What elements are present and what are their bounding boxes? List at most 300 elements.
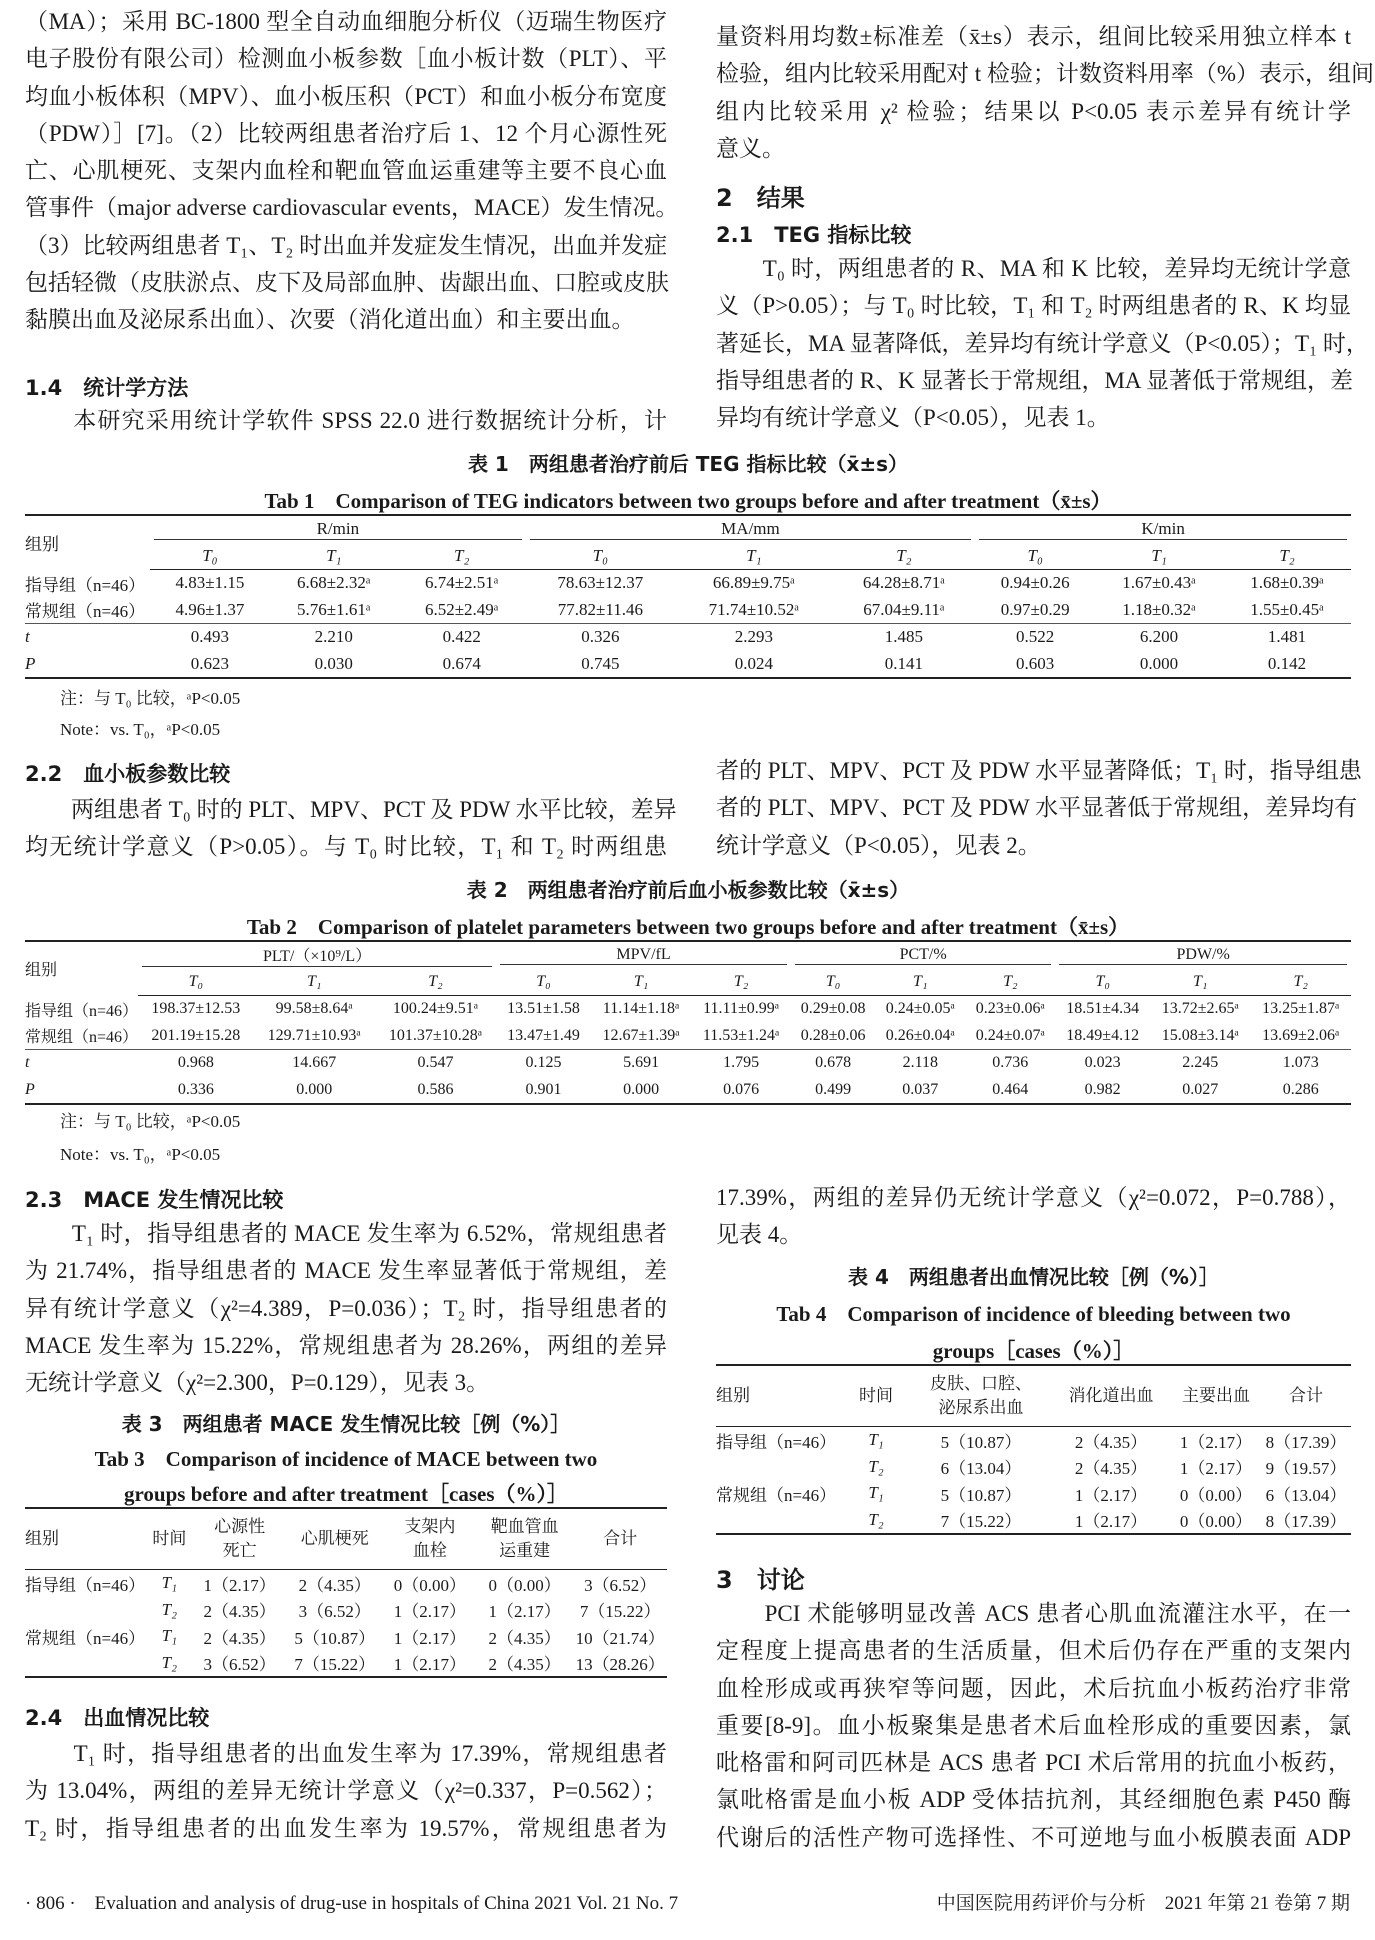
table-cell: 0.000 (1095, 651, 1223, 679)
table-cell: 15.08±3.14ᵃ (1161, 1026, 1239, 1044)
text-line: （3）比较两组患者 T₁、T₂ 时出血并发症发生情况，出血并发症 (25, 232, 668, 258)
table-cell: 0.28±0.06 (800, 1026, 866, 1044)
table-cell: 0.586 (375, 1077, 496, 1105)
table-1-caption-en: Tab 1 Comparison of TEG indicators between two groups before and after treatment（x̄±s） (264, 489, 1112, 513)
paragraph-platelet-cont (716, 752, 1362, 864)
table-cell: 5（10.87） (940, 1485, 1022, 1505)
table-2-caption-en: Tab 2 Comparison of platelet parameters between two groups before and after treatment（x̄±s） (246, 915, 1130, 939)
paragraph-bleeding (25, 1735, 667, 1847)
header-text: 心肌梗死 (300, 1529, 369, 1548)
table-3-caption-cn: 表 3 两组患者 MACE 发生情况比较［例（%）］ (121, 1412, 571, 1436)
row-label: t (25, 1050, 138, 1077)
row-group (25, 1597, 145, 1624)
table-cell: 7（15.22） (286, 1650, 384, 1678)
table-cell: 0.29±0.08 (800, 1000, 866, 1018)
paragraph-platelet (25, 791, 677, 866)
table-cell: 9（19.57） (1265, 1459, 1347, 1479)
table-cell: 12.67±1.39ᵃ (602, 1026, 680, 1044)
table-cell: 2.293 (675, 624, 833, 651)
column-header-time: T₂ (375, 969, 496, 996)
column-group-header (791, 941, 1055, 969)
table-cell: 3（6.52） (584, 1575, 657, 1595)
heading-2-1: 2.1 TEG 指标比较 (716, 223, 912, 247)
table-cell: 0.23±0.06ᵃ (975, 1000, 1045, 1018)
column-group-header (496, 941, 791, 969)
table-cell: 13（28.26） (573, 1650, 667, 1678)
table-cell: 1.485 (833, 624, 976, 651)
table-cell: 0.745 (526, 651, 675, 679)
column-header-time: T₁ (254, 969, 375, 996)
table-4-caption-en-2: groups［cases（%）］ (932, 1339, 1135, 1363)
table-cell: 8（17.39） (1265, 1432, 1347, 1452)
table-cell: 4.83±1.15 (175, 573, 245, 593)
column-header-time: T₀ (526, 543, 675, 570)
table-row (25, 1023, 1351, 1050)
row-label: 指导组（n=46） (25, 1002, 139, 1020)
table-cell: 0.968 (138, 1050, 254, 1077)
text-line: 为 21.74%，指导组患者的 MACE 发生率显著低于常规组，差 (25, 1258, 667, 1284)
table-cell: 1.481 (1223, 624, 1351, 651)
column-header (1171, 1365, 1261, 1427)
header-text: 支架内 (404, 1517, 456, 1536)
table-cell: 0.522 (975, 624, 1095, 651)
table-cell: 0.493 (150, 624, 270, 651)
table-4-caption-en-1: Tab 4 Comparison of incidence of bleeding between two (776, 1302, 1291, 1326)
table-cell: 13.69±2.06ᵃ (1262, 1026, 1340, 1044)
row-label: 指导组（n=46） (25, 575, 146, 595)
table-cell: 0.024 (675, 651, 833, 679)
table-cell: 2.245 (1150, 1050, 1250, 1077)
text-line: 定程度上提高患者的生活质量，但术后仍存在严重的支架内 (716, 1638, 1351, 1664)
table-row (25, 1650, 667, 1678)
row-time: T₁ (868, 1430, 884, 1450)
column-header-time: T₂ (1250, 969, 1351, 996)
column-header-group: 组别 (25, 941, 138, 996)
header-text: 组别 (716, 1386, 750, 1405)
paragraph-statistics-cont (716, 18, 1375, 167)
table-cell: 0.736 (965, 1050, 1055, 1077)
table-row (25, 651, 1351, 679)
row-time: T₁ (161, 1626, 178, 1646)
table-cell: 0.94±0.26 (1000, 573, 1070, 593)
row-time: T₂ (841, 1507, 911, 1535)
table-cell: 0.603 (975, 651, 1095, 679)
table-cell: 0（0.00） (488, 1575, 561, 1595)
table-cell: 6.68±2.32ᵃ (297, 573, 371, 593)
column-header-group: 组别 (25, 515, 150, 570)
table-cell: 129.71±10.93ᵃ (267, 1026, 361, 1044)
table-cell: 0.623 (150, 651, 270, 679)
text-line: 量资料用均数±标准差（x̄±s）表示，组间比较采用独立样本 t (716, 24, 1351, 49)
table-2 (25, 940, 1351, 1105)
header-text: 血栓 (412, 1541, 447, 1560)
text-line: 管事件（major adverse cardiovascular events，MACE）发生情况。 (25, 195, 679, 221)
table-cell: 0.547 (375, 1050, 496, 1077)
row-time: T₂ (868, 1456, 884, 1476)
table-cell: 6（13.04） (940, 1459, 1022, 1479)
text-line: 检验，组内比较采用配对 t 检验；计数资料用率（%）表示，组间 (716, 61, 1375, 87)
table-cell: 10（21.74） (575, 1628, 665, 1648)
text-line: 指导组患者的 R、K 显著长于常规组，MA 显著低于常规组，差 (716, 367, 1353, 393)
text-line: 异均有统计学意义（P<0.05），见表 1。 (716, 405, 1110, 431)
text-line: 亡、心肌梗死、支架内血栓和靶血管血运重建等主要不良心血 (25, 158, 667, 184)
table-cell: 13.25±1.87ᵃ (1262, 1000, 1340, 1018)
column-header-time: T₁ (1150, 969, 1250, 996)
column-header-time: T₁ (1095, 543, 1223, 570)
table-cell: 2.118 (875, 1050, 965, 1077)
column-header-time: T₂ (398, 543, 526, 570)
table-cell: 99.58±8.64ᵃ (275, 1000, 353, 1018)
text-line: PCI 术能够明显改善 ACS 患者心肌血流灌注水平，在一 (716, 1601, 1351, 1626)
table-row (25, 1077, 1351, 1105)
heading-2: 2 结果 (716, 184, 805, 212)
table-row (716, 1507, 1351, 1535)
table-cell: 8（17.39） (1261, 1507, 1351, 1535)
group-label: PLT/（×10⁹/L） (142, 943, 492, 967)
table-row (25, 1597, 667, 1624)
paragraph-bleeding-cont (716, 1179, 1351, 1254)
header-text: 合计 (1289, 1386, 1323, 1405)
heading-2-3: 2.3 MACE 发生情况比较 (25, 1188, 284, 1212)
table-cell: 0.336 (138, 1077, 254, 1105)
text-line: 者的 PLT、MPV、PCT 及 PDW 水平显著降低；T₁ 时，指导组患 (716, 758, 1362, 783)
table-cell: 0.901 (496, 1077, 591, 1105)
row-group: 指导组（n=46） (25, 1575, 146, 1595)
table-cell: 1.18±0.32ᵃ (1122, 599, 1196, 619)
text-line: （MA）；采用 BC-1800 型全自动血细胞分析仪（迈瑞生物医疗 (25, 9, 667, 34)
table-cell: 13.51±1.58 (507, 1000, 580, 1018)
column-header (1051, 1365, 1171, 1427)
group-label: R/min (154, 519, 522, 540)
column-header (841, 1365, 911, 1427)
text-line: 无统计学意义（χ²=2.300，P=0.129），见表 3。 (25, 1370, 490, 1396)
column-header (573, 1508, 667, 1570)
row-group (716, 1454, 841, 1481)
table-cell: 0.26±0.04ᵃ (885, 1026, 955, 1044)
text-line: 意义。 (716, 135, 785, 161)
text-line: T₁ 时，指导组患者的出血发生率为 17.39%，常规组患者 (25, 1741, 667, 1766)
table-cell: 77.82±11.46 (557, 599, 643, 619)
table-cell: 0.037 (875, 1077, 965, 1105)
text-line: T₁ 时，指导组患者的 MACE 发生率为 6.52%，常规组患者 (25, 1221, 667, 1246)
text-line: 包括轻微（皮肤淤点、皮下及局部血肿、齿龈出血、口腔或皮肤 (25, 270, 669, 296)
column-header (25, 1508, 145, 1570)
text-line: T₀ 时，两组患者的 R、MA 和 K 比较，差异均无统计学意 (716, 256, 1351, 281)
table-cell: 1（2.17） (393, 1628, 467, 1648)
table-row (25, 1623, 667, 1650)
header-text: 组别 (25, 1529, 59, 1548)
table-cell: 11.11±0.99ᵃ (703, 1000, 780, 1018)
table-cell: 6.52±2.49ᵃ (424, 599, 499, 619)
text-line: 本研究采用统计学软件 SPSS 22.0 进行数据统计分析，计 (25, 408, 667, 433)
column-header-time: T₂ (1223, 543, 1351, 570)
table-cell: 1.073 (1250, 1050, 1351, 1077)
row-label: t (25, 624, 150, 651)
row-time: T₂ (145, 1650, 194, 1678)
text-line: 氯吡格雷是血小板 ADP 受体拮抗剂，其经细胞色素 P450 酶 (716, 1787, 1351, 1813)
table-cell: 2（4.35） (203, 1602, 276, 1622)
table-2-caption-cn: 表 2 两组患者治疗前后血小板参数比较（x̄±s） (466, 878, 910, 902)
column-header-time: T₀ (138, 969, 254, 996)
column-header-time: T₀ (791, 969, 875, 996)
table-cell: 0.982 (1055, 1077, 1150, 1105)
table-cell: 64.28±8.71ᵃ (862, 573, 945, 593)
heading-3: 3 讨论 (716, 1566, 805, 1594)
column-header-time: T₁ (675, 543, 833, 570)
table-cell: 2.210 (270, 624, 398, 651)
paragraph-discussion (716, 1595, 1351, 1856)
table-1-caption-cn: 表 1 两组患者治疗前后 TEG 指标比较（x̄±s） (467, 452, 909, 476)
column-header (1261, 1365, 1351, 1427)
column-header (716, 1365, 841, 1427)
table-cell: 101.37±10.28ᵃ (388, 1026, 483, 1044)
table-cell: 1（2.17） (1179, 1432, 1253, 1452)
table-row (25, 969, 1351, 996)
footer-journal-cn: 中国医院用药评价与分析 2021 年第 21 卷第 7 期 (936, 1893, 1350, 1914)
column-group-header (526, 515, 976, 543)
table-cell: 0.678 (791, 1050, 875, 1077)
table-cell: 201.19±15.28 (151, 1026, 241, 1044)
text-line: 均血小板体积（MPV）、血小板压积（PCT）和血小板分布宽度 (25, 83, 667, 109)
row-group: 常规组（n=46） (25, 1628, 146, 1648)
header-text: 皮肤、口腔、 (930, 1374, 1032, 1393)
column-header-time: T₁ (270, 543, 398, 570)
table-cell: 1.795 (691, 1050, 791, 1077)
table-cell: 6.200 (1095, 624, 1223, 651)
table-cell: 1.67±0.43ᵃ (1122, 573, 1196, 593)
column-header (911, 1365, 1051, 1427)
text-line: （PDW）］[7]。（2）比较两组患者治疗后 1、12 个月心源性死 (25, 120, 667, 146)
table-cell: 3（6.52） (298, 1602, 371, 1622)
table-3 (25, 1507, 667, 1678)
text-line: 见表 4。 (716, 1222, 803, 1248)
table-cell: 3（6.52） (194, 1650, 286, 1678)
table-2-note-en: Note：vs. T₀，ᵃP<0.05 (60, 1145, 221, 1164)
header-text: 合计 (603, 1529, 638, 1548)
table-cell: 0.499 (791, 1077, 875, 1105)
text-line: 义（P>0.05）；与 T₀ 时比较，T₁ 和 T₂ 时两组患者的 R、K 均显 (716, 293, 1351, 319)
table-4 (716, 1364, 1351, 1535)
column-group-header (1055, 941, 1351, 969)
table-cell: 11.53±1.24ᵃ (702, 1026, 780, 1044)
table-row (25, 1570, 667, 1597)
text-line: 者的 PLT、MPV、PCT 及 PDW 水平显著低于常规组，差异均有 (716, 795, 1358, 821)
table-1-note-en: Note：vs. T₀，ᵃP<0.05 (60, 720, 221, 739)
table-cell: 1（2.17） (1051, 1507, 1171, 1535)
column-group-header (150, 515, 526, 543)
text-line: MACE 发生率为 15.22%，常规组患者为 28.26%，两组的差异 (25, 1332, 667, 1358)
table-cell: 1.68±0.39ᵃ (1250, 573, 1324, 593)
row-label: 常规组（n=46） (25, 1029, 139, 1047)
column-header-time: T₂ (965, 969, 1055, 996)
column-group-header (138, 941, 496, 969)
table-4-caption-cn: 表 4 两组患者出血情况比较［例（%）］ (848, 1265, 1219, 1289)
table-cell: 0.000 (591, 1077, 691, 1105)
table-row (25, 1508, 667, 1570)
table-row (716, 1454, 1351, 1481)
row-label: P (25, 1077, 138, 1105)
column-header (194, 1508, 286, 1570)
table-cell: 0.97±0.29 (1000, 599, 1070, 619)
text-line: 为 13.04%，两组的差异无统计学意义（χ²=0.337，P=0.562）； (25, 1778, 667, 1804)
table-cell: 0.286 (1250, 1077, 1351, 1105)
group-label: PDW/% (1059, 946, 1347, 965)
text-line: 代谢后的活性产物可选择性、不可逆地与血小板膜表面 ADP (716, 1824, 1351, 1850)
column-header (476, 1508, 573, 1570)
row-group: 常规组（n=46） (716, 1485, 837, 1505)
table-cell: 1.55±0.45ᵃ (1250, 599, 1324, 619)
header-text: 运重建 (499, 1541, 551, 1560)
table-cell: 6（13.04） (1265, 1485, 1347, 1505)
table-cell: 0.24±0.07ᵃ (975, 1026, 1045, 1044)
header-text: 时间 (859, 1386, 893, 1405)
column-header-time: T₂ (833, 543, 976, 570)
header-text: 靶血管血 (490, 1517, 559, 1536)
table-cell: 5.76±1.61ᵃ (297, 599, 371, 619)
table-cell: 0.027 (1150, 1077, 1250, 1105)
row-time: T₂ (161, 1599, 178, 1619)
column-header-time: T₁ (591, 969, 691, 996)
table-cell: 0（0.00） (1171, 1507, 1261, 1535)
table-cell: 0.141 (833, 651, 976, 679)
text-line: 均无统计学意义（P>0.05）。与 T₀ 时比较，T₁ 和 T₂ 时两组患 (25, 834, 667, 860)
table-1 (25, 514, 1351, 679)
text-line: T₂ 时，指导组患者的出血发生率为 19.57%，常规组患者为 (25, 1815, 667, 1841)
paragraph-teg (716, 250, 1369, 436)
table-cell: 0.000 (254, 1077, 375, 1105)
text-line: 组内比较采用 χ² 检验；结果以 P<0.05 表示差异有统计学 (716, 98, 1351, 124)
group-label: MA/mm (530, 519, 972, 540)
row-time: T₁ (161, 1573, 178, 1593)
table-cell: 67.04±9.11ᵃ (863, 599, 945, 619)
header-text: 时间 (152, 1529, 187, 1548)
header-text: 消化道出血 (1068, 1386, 1154, 1405)
column-header (145, 1508, 194, 1570)
table-cell: 11.14±1.18ᵃ (602, 1000, 680, 1018)
column-header-time: T₀ (975, 543, 1095, 570)
column-header-time: T₀ (496, 969, 591, 996)
text-line: 著延长，MA 显著降低，差异均有统计学意义（P<0.05）；T₁ 时， (716, 330, 1369, 356)
column-group-header (975, 515, 1351, 543)
group-label: K/min (979, 519, 1347, 540)
text-line: 黏膜出血及泌尿系出血）、次要（消化道出血）和主要出血。 (25, 307, 635, 333)
group-label: MPV/fL (500, 946, 787, 965)
text-line: 电子股份有限公司）检测血小板参数［血小板计数（PLT）、平 (25, 46, 667, 72)
table-cell: 4.96±1.37 (175, 599, 245, 619)
table-row (25, 1050, 1351, 1077)
table-cell: 5（10.87） (940, 1432, 1022, 1452)
table-cell: 198.37±12.53 (151, 1000, 241, 1018)
table-cell: 2（4.35） (488, 1628, 561, 1648)
table-row (716, 1480, 1351, 1507)
table-cell: 71.74±10.52ᵃ (708, 599, 800, 619)
column-header-time: T₁ (875, 969, 965, 996)
table-cell: 5.691 (591, 1050, 691, 1077)
table-row (25, 543, 1351, 570)
row-group: 指导组（n=46） (716, 1432, 837, 1452)
table-cell: 13.47±1.49 (507, 1026, 580, 1044)
table-cell: 2（4.35） (1074, 1459, 1148, 1479)
table-cell: 7（15.22） (579, 1602, 661, 1622)
table-row (25, 515, 1351, 543)
table-row (25, 597, 1351, 624)
row-label: 常规组（n=46） (25, 602, 146, 622)
table-cell: 0.674 (398, 651, 526, 679)
table-cell: 14.667 (254, 1050, 375, 1077)
table-cell: 1（2.17） (1074, 1485, 1148, 1505)
table-cell: 1（2.17） (1179, 1459, 1253, 1479)
table-cell: 18.51±4.34 (1066, 1000, 1140, 1018)
column-header-time: T₀ (1055, 969, 1150, 996)
row-group (716, 1507, 841, 1535)
column-header-time: T₀ (150, 543, 270, 570)
table-cell: 0.030 (270, 651, 398, 679)
heading-2-2: 2.2 血小板参数比较 (25, 762, 231, 786)
table-cell: 0.142 (1223, 651, 1351, 679)
table-cell: 66.89±9.75ᵃ (712, 573, 795, 593)
text-line: 血栓形成或再狭窄等问题，因此，术后抗血小板药治疗非常 (716, 1675, 1351, 1701)
text-line: 异有统计学意义（χ²=4.389，P=0.036）；T₂ 时，指导组患者的 (25, 1295, 667, 1321)
table-row (25, 941, 1351, 969)
table-cell: 1（2.17） (384, 1650, 476, 1678)
paragraph-methods-indicators (25, 3, 679, 339)
table-cell: 5（10.87） (294, 1628, 376, 1648)
table-3-caption-en-1: Tab 3 Comparison of incidence of MACE between two (94, 1447, 598, 1471)
header-text: 主要出血 (1182, 1386, 1250, 1405)
table-cell: 2（4.35） (298, 1575, 371, 1595)
table-cell: 0.326 (526, 624, 675, 651)
table-cell: 7（15.22） (911, 1507, 1051, 1535)
table-row (25, 996, 1351, 1023)
header-text: 死亡 (222, 1541, 257, 1560)
table-cell: 6.74±2.51ᵃ (424, 573, 499, 593)
table-row (716, 1427, 1351, 1454)
table-cell: 0.125 (496, 1050, 591, 1077)
group-label: PCT/% (795, 946, 1051, 965)
table-cell: 0.464 (965, 1077, 1055, 1105)
table-row (25, 624, 1351, 651)
table-cell: 0.076 (691, 1077, 791, 1105)
table-cell: 0.422 (398, 624, 526, 651)
row-group (25, 1650, 145, 1678)
column-header-time: T₂ (691, 969, 791, 996)
heading-2-4: 2.4 出血情况比较 (25, 1706, 210, 1730)
table-cell: 2（4.35） (1074, 1432, 1148, 1452)
table-1-note-cn: 注：与 T₀ 比较，ᵃP<0.05 (60, 689, 241, 708)
text-line: 统计学意义（P<0.05），见表 2。 (716, 832, 1041, 858)
column-header (286, 1508, 384, 1570)
paragraph-statistics (25, 402, 667, 439)
table-cell: 18.49±4.12 (1066, 1026, 1140, 1044)
header-text: 心源性 (214, 1517, 266, 1536)
text-line: 两组患者 T₀ 时的 PLT、MPV、PCT 及 PDW 水平比较，差异 (25, 797, 677, 822)
row-time: T₁ (868, 1483, 884, 1503)
row-label: P (25, 651, 150, 679)
table-cell: 0.24±0.05ᵃ (885, 1000, 955, 1018)
table-cell: 0（0.00） (1179, 1485, 1253, 1505)
text-line: 17.39%，两组的差异仍无统计学意义（χ²=0.072，P=0.788）， (716, 1185, 1351, 1210)
table-3-caption-en-2: groups before and after treatment［cases（%）］ (123, 1482, 569, 1506)
table-cell: 1（2.17） (393, 1602, 467, 1622)
table-cell: 0（0.00） (393, 1575, 467, 1595)
text-line: 吡格雷和阿司匹林是 ACS 患者 PCI 术后常用的抗血小板药， (716, 1750, 1351, 1776)
table-cell: 2（4.35） (476, 1650, 573, 1678)
text-line: 重要[8-9]。血小板聚集是患者术后血栓形成的重要因素，氯 (716, 1712, 1351, 1738)
paragraph-mace (25, 1215, 667, 1401)
footer-journal-en: · 806 · Evaluation and analysis of drug-use in hospitals of China 2021 Vol. 21 No. 7 (25, 1893, 679, 1914)
heading-1-4: 1.4 统计学方法 (25, 376, 189, 400)
header-text: 泌尿系出血 (938, 1398, 1024, 1417)
